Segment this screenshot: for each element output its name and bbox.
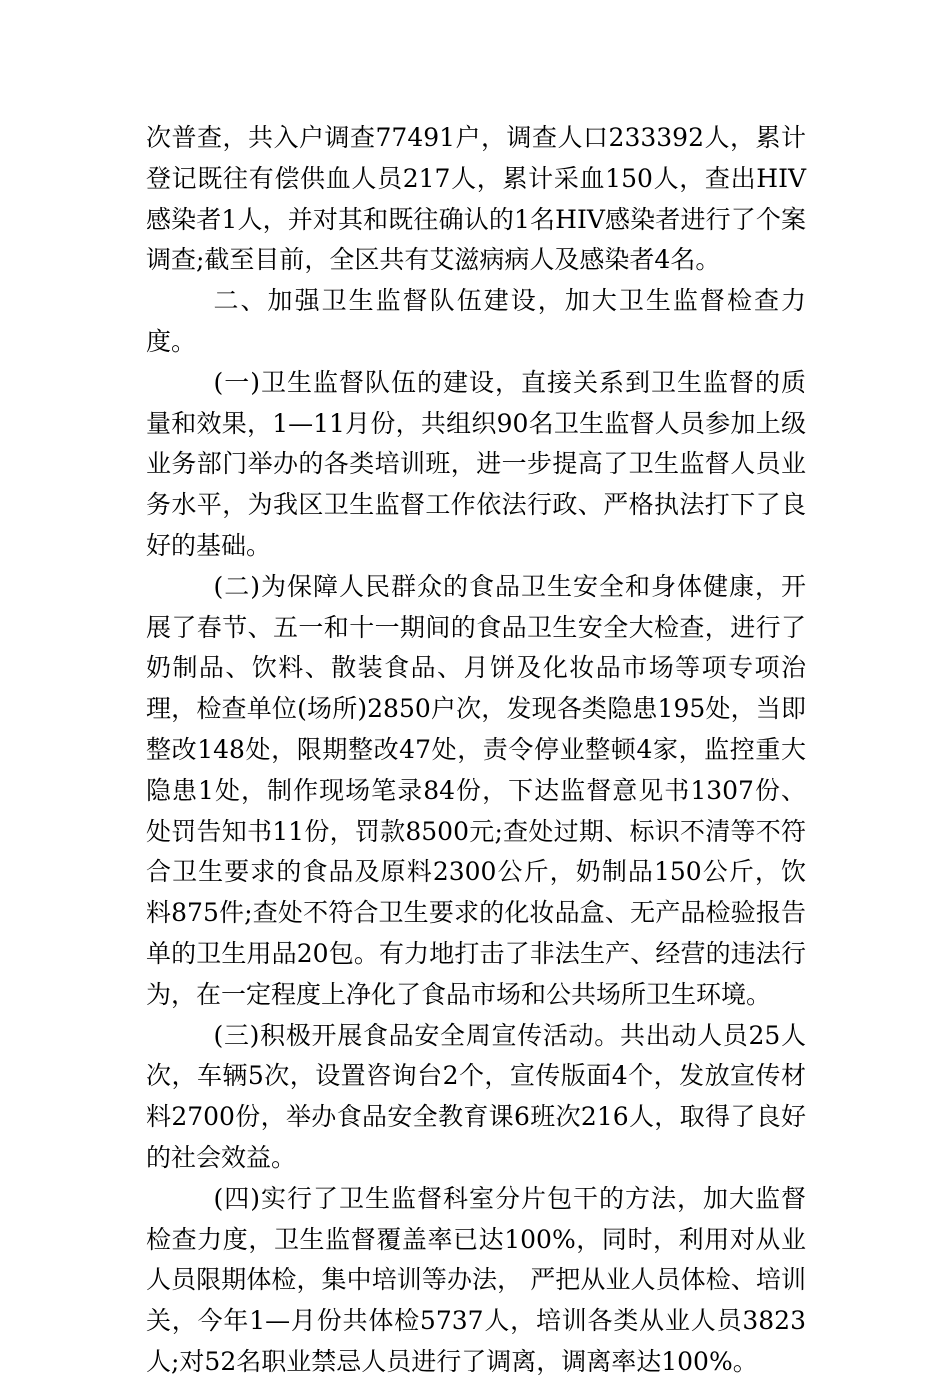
paragraph-aids-survey: 次普查，共入户调查77491户，调查人口233392人，累计登记既往有偿供血人员217人，累计采血150人，查出HIV感染者1人，并对其和既往确认的1名HIV感染者进行了个案调查;截至目前，全区共有艾滋病病人及感染者4名。 (146, 123, 806, 275)
paragraph-food-safety-week: (三)积极开展食品安全周宣传活动。共出动人员25人次，车辆5次，设置咨询台2个，宣传版面4个，发放宣传材料2700份，举办食品安全教育课6班次216人，取得了良好的社会效益。 (146, 1020, 806, 1172)
paragraph-supervision-coverage: (四)实行了卫生监督科室分片包干的方法，加大监督检查力度，卫生监督覆盖率已达100%，同时，利用对从业人员限期体检，集中培训等办法， 严把从业人员体检、培训关，今年1—月份共体检5737人，培训各类从业人员3823人;对52名职业禁忌人员进行了调离，调离率达100%。 (146, 1183, 806, 1376)
paragraph-food-safety-inspection: (二)为保障人民群众的食品卫生安全和身体健康，开展了春节、五一和十一期间的食品卫生安全大检查，进行了奶制品、饮料、散装食品、月饼及化妆品市场等项专项治理，检查单位(场所)2850户次，发现各类隐患195处，当即整改148处，限期整改47处，责令停业整顿4家，监控重大隐患1处，制作现场笔录84份，下达监督意见书1307份、处罚告知书11份，罚款8500元;查处过期、标识不清等不符合卫生要求的食品及原料2300公斤，奶制品150公斤，饮料875件;查处不符合卫生要求的化妆品盒、无产品检验报告单的卫生用品20包。有力地打击了非法生产、经营的违法行为，在一定程度上净化了食品市场和公共场所卫生环境。 (146, 571, 806, 1009)
paragraph-team-building: (一)卫生监督队伍的建设，直接关系到卫生监督的质量和效果，1—11月份，共组织90名卫生监督人员参加上级业务部门举办的各类培训班，进一步提高了卫生监督人员业务水平，为我区卫生监督工作依法行政、严格执法打下了良好的基础。 (146, 367, 806, 560)
document-body (146, 118, 806, 1383)
heading-section-two: 二、加强卫生监督队伍建设，加大卫生监督检查力度。 (146, 286, 806, 356)
